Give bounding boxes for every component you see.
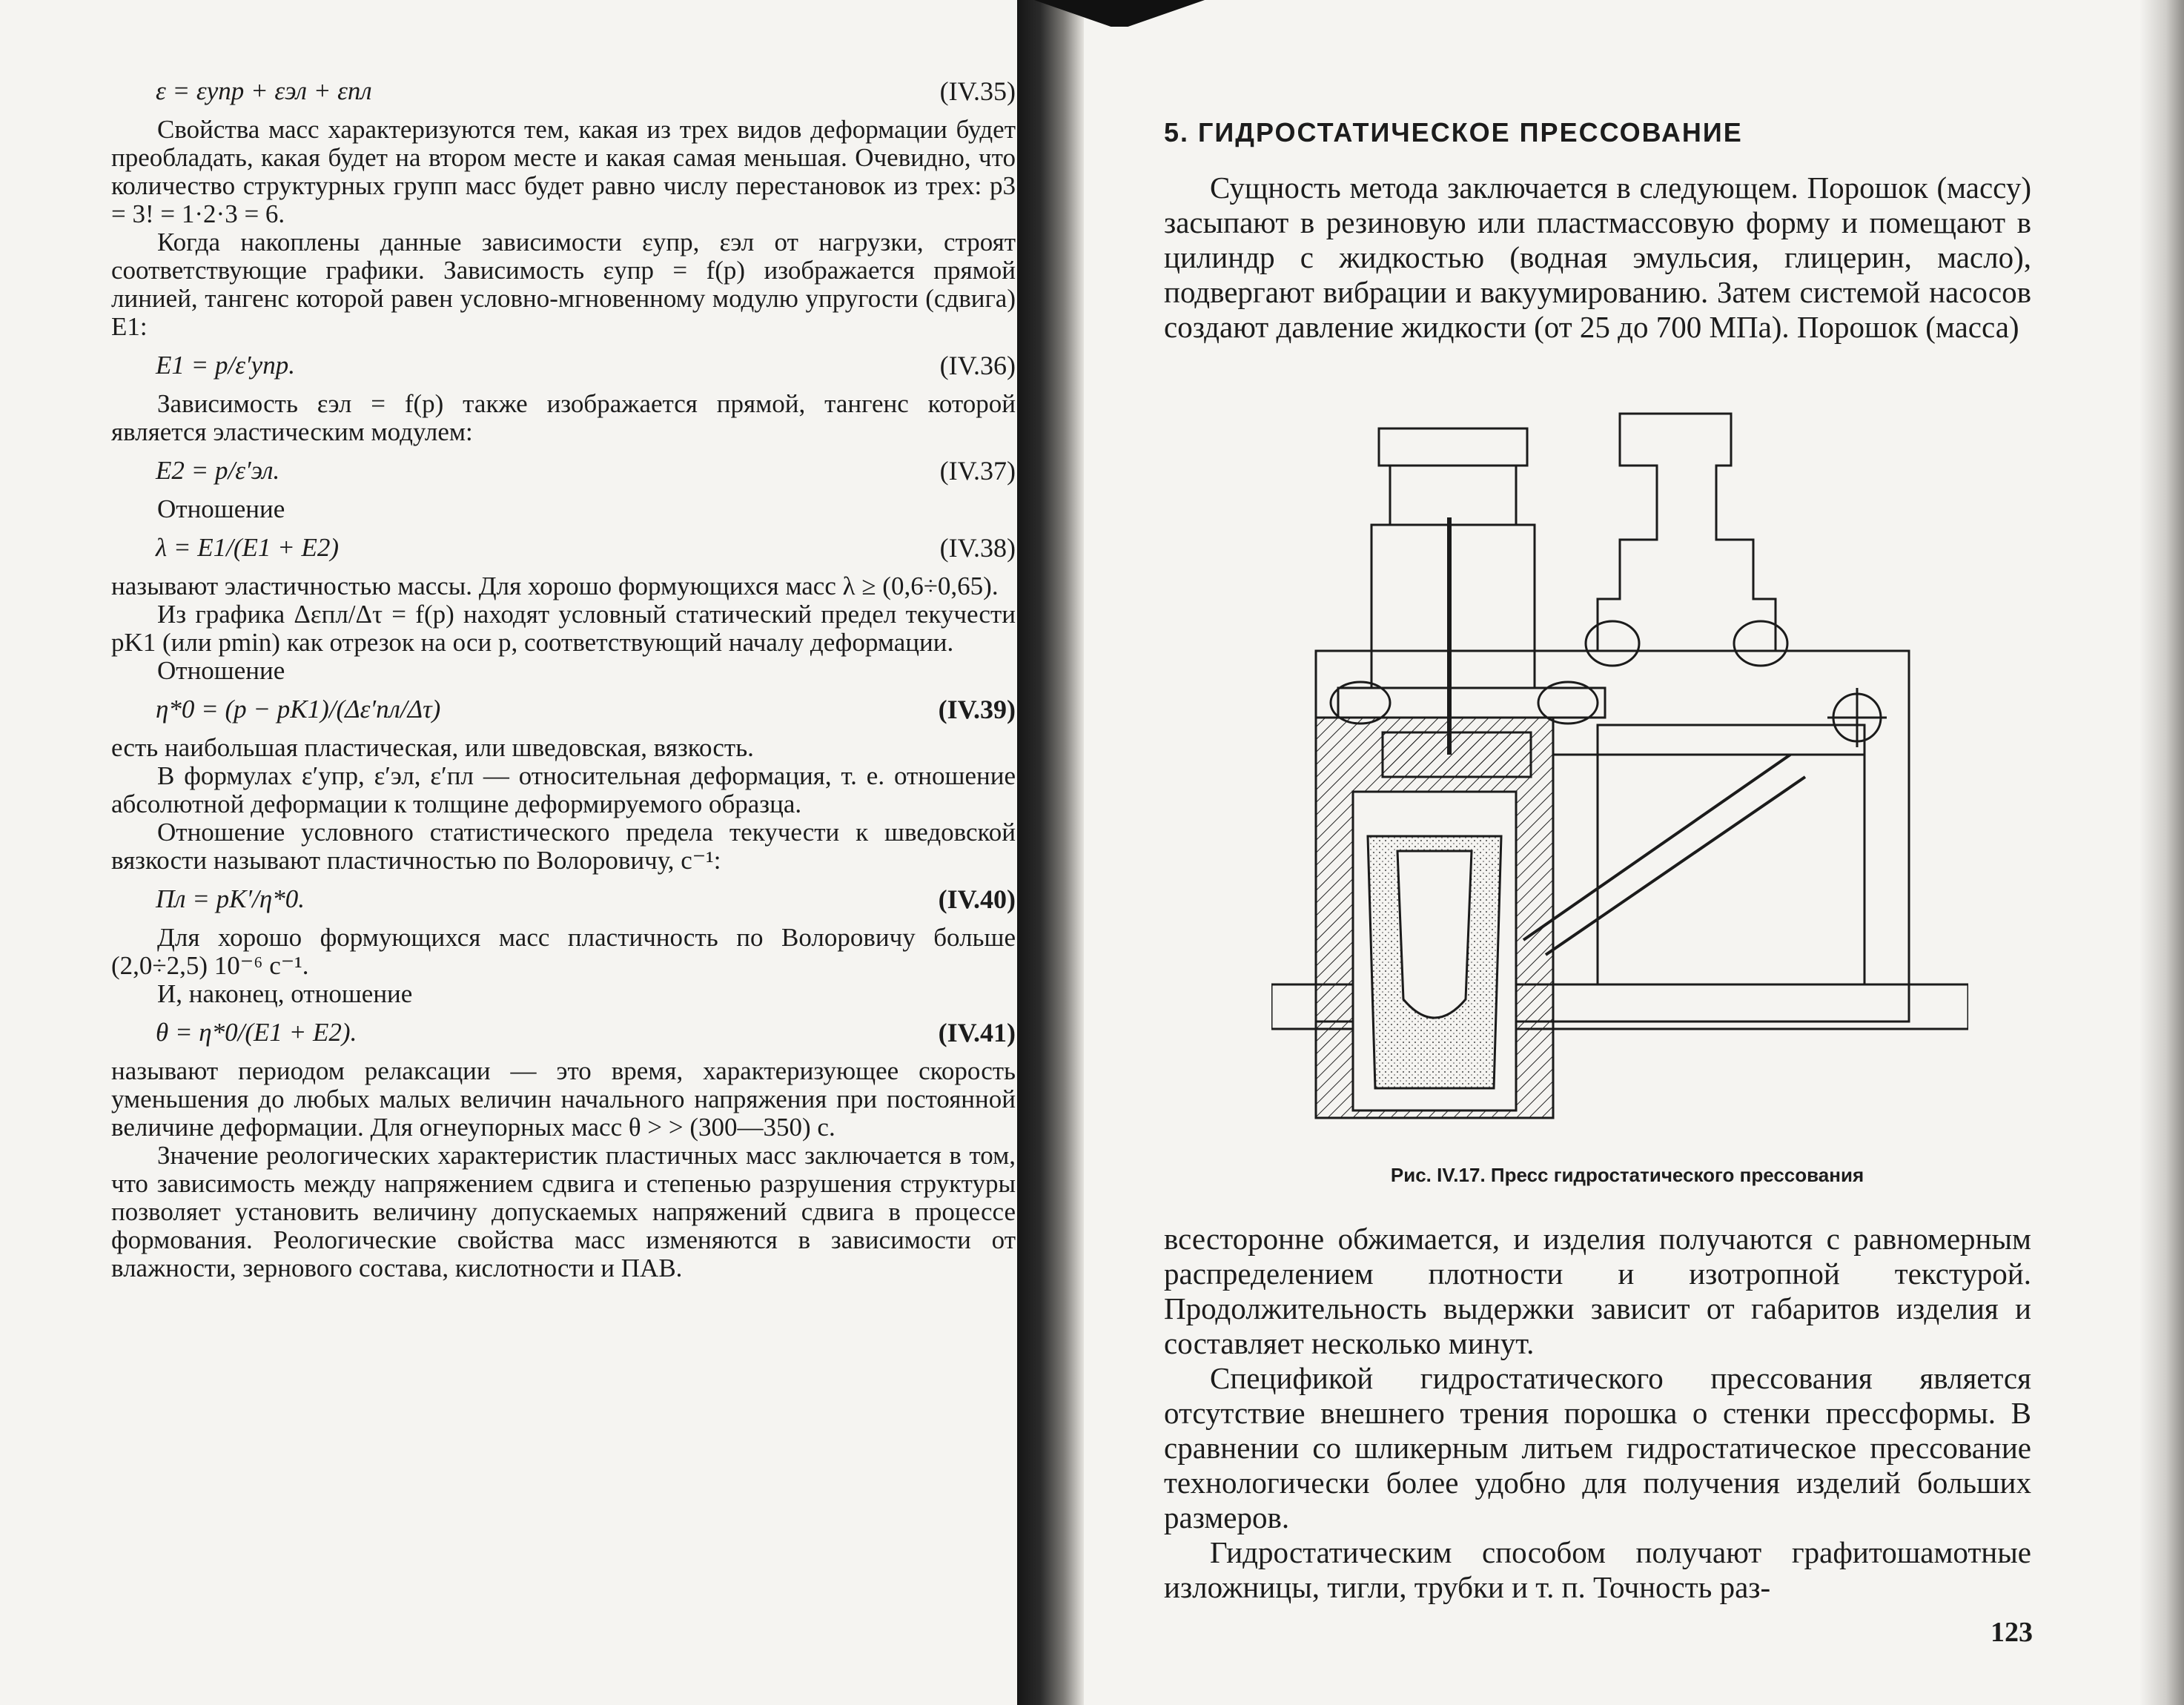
crosshead xyxy=(1338,688,1605,718)
paragraph: Отношение условного статистического предела текучести к шведовской вязкости называют пластичностью по Волоровичу, с⁻¹: xyxy=(111,818,1016,875)
right-text-intro xyxy=(1164,170,2031,345)
page-edge-shadow xyxy=(2140,0,2184,1705)
paragraph: Значение реологических характеристик пластичных масс заключается в том, что зависимость между напряжением сдвига и степенью разрушения структуры позволяет установить величину допускаемых напряжений сдвига в процессе формования. Реологические свойства масс изменяются в зависимости от влажности, зернового состава, кислотности и ПАВ. xyxy=(111,1141,1016,1282)
paragraph: В формулах ε′упр, ε′эл, ε′пл — относительная деформация, т. е. отношение абсолютной деформации к толщине деформируемого образца. xyxy=(111,761,1016,818)
paragraph: И, наконец, отношение xyxy=(157,979,413,1008)
upper-cylinder xyxy=(1371,525,1535,688)
paragraph: Отношение xyxy=(157,656,285,685)
equation-iv41: θ = η*0/(E1 + E2). (IV.41) xyxy=(156,1018,1016,1047)
plunger xyxy=(1383,732,1531,777)
equation-iv38: λ = E1/(E1 + E2) (IV.38) xyxy=(156,533,1016,563)
paragraph: Для хорошо формующихся масс пластичность по Волоровичу больше (2,0÷2,5) 10⁻⁶ с⁻¹. xyxy=(111,923,1016,980)
equation-iv37: E2 = p/ε′эл. (IV.37) xyxy=(156,456,1016,486)
pump-arm xyxy=(1523,755,1790,940)
paragraph: Когда накоплены данные зависимости εупр, εэл от нагрузки, строят соответствующие графики. Зависимость εупр = f(p) изображается прямой линией, тангенс которой равен условно-мгновенному модулю упругости (сдвига) E1: xyxy=(111,228,1016,341)
top-cap xyxy=(1379,428,1527,466)
paragraph: Из графика Δεпл/Δτ = f(p) находят условный статический предел текучести pK1 (или pmin) как отрезок на оси p, соответствующий началу деформации. xyxy=(111,600,1016,657)
pump-housing xyxy=(1598,725,1864,984)
paragraph: Зависимость εэл = f(p) также изображается прямой, тангенс которой является эластическим модулем: xyxy=(111,389,1016,446)
paragraph: Спецификой гидростатического прессования является отсутствие внешнего трения порошка о стенки прессформы. В сравнении со шликерным литьем гидростатическое прессование технологически более удобно для получения изделий больших размеров. xyxy=(1164,1361,2031,1534)
section-heading: 5. ГИДРОСТАТИЧЕСКОЕ ПРЕССОВАНИЕ xyxy=(1164,117,1743,148)
paragraph: Отношение xyxy=(157,494,285,523)
left-text-column xyxy=(111,67,1016,1282)
press-diagram xyxy=(1271,406,1968,1148)
book-spine xyxy=(1017,0,1084,1705)
paragraph: есть наибольшая пластическая, или шведовская, вязкость. xyxy=(111,733,754,762)
paragraph: Свойства масс характеризуются тем, какая из трех видов деформации будет преобладать, какая будет на втором месте и какая самая меньшая. Очевидно, что количество структурных групп масс будет равно числу перестановок из трех: p3 = 3! = 1·2·3 = 6. xyxy=(111,115,1016,228)
equation-iv40: Пл = pK′/η*0. (IV.40) xyxy=(156,884,1016,914)
paragraph: всесторонне обжимается, и изделия получаются с равномерным распределением плотности и изотропной текстурой. Продолжительность выдержки зависит от габаритов изделия и составляет несколько минут. xyxy=(1164,1222,2031,1360)
paragraph: Гидростатическим способом получают графитошамотные изложницы, тигли, трубки и т. п. Точность раз- xyxy=(1164,1535,2031,1604)
paragraph: называют эластичностью массы. Для хорошо формующихся масс λ ≥ (0,6÷0,65). xyxy=(111,572,999,600)
page-number: 123 xyxy=(1991,1617,2033,1648)
right-text-continued xyxy=(1164,1222,2031,1605)
equation-iv36: E1 = p/ε′упр. (IV.36) xyxy=(156,351,1016,380)
equation-iv39: η*0 = (p − pK1)/(Δε′пл/Δτ) (IV.39) xyxy=(156,695,1016,724)
paragraph: называют периодом релаксации — это время, характеризующее скорость уменьшения до любых малых величин начального напряжения при постоянной величине деформации. Для огнеупорных масс θ > > (300—350) с. xyxy=(111,1056,1016,1142)
equation-iv35: ε = εупр + εэл + εпл (IV.35) xyxy=(156,76,1016,106)
figure-caption: Рис. IV.17. Пресс гидростатического прессования xyxy=(1390,1164,1864,1186)
product-core xyxy=(1397,851,1472,1018)
right-tower xyxy=(1598,414,1776,651)
paragraph: Сущность метода заключается в следующем. Порошок (массу) засыпают в резиновую или пластмассовую форму и помещают в цилиндр с жидкостью (водная эмульсия, глицерин, масло), подвергают вибрации и вакуумированию. Затем системой насосов создают давление жидкости (от 25 до 700 МПа). Порошок (масса) xyxy=(1164,170,2031,344)
